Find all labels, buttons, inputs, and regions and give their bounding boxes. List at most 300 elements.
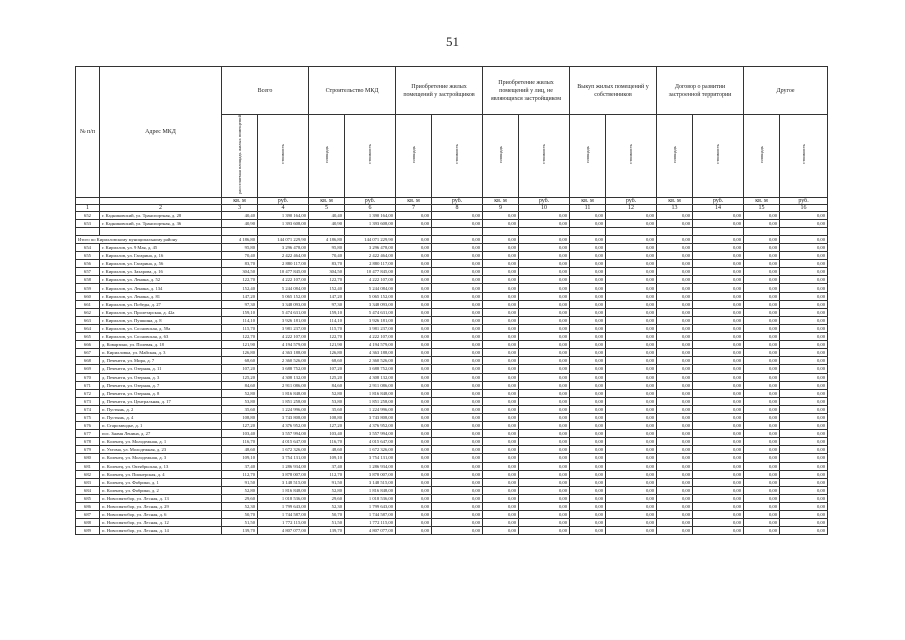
value-cell: 0,00 <box>780 276 828 284</box>
subheader-label: стоимость <box>541 144 547 165</box>
value-cell: 126,80 <box>309 349 345 357</box>
value-cell: 0,00 <box>396 413 432 421</box>
address-cell: г. Кириллов, ул. Сосновская, д. 58а <box>100 324 222 332</box>
value-cell: 0,00 <box>780 511 828 519</box>
unit-cell: кв. м <box>396 197 432 204</box>
column-number-cell: 9 <box>483 204 519 211</box>
value-cell: 0,00 <box>396 341 432 349</box>
value-cell: 0,00 <box>693 244 744 252</box>
value-cell: 52,80 <box>309 486 345 494</box>
value-cell: 0,00 <box>744 470 780 478</box>
value-cell: 0,00 <box>744 333 780 341</box>
table-row <box>76 211 828 219</box>
value-cell: 0,00 <box>396 381 432 389</box>
address-cell: Итого по Кирилловскому муниципальному району <box>76 235 222 243</box>
row-number-cell: 674 <box>76 405 100 413</box>
value-cell: 0,00 <box>606 268 657 276</box>
value-cell: 116,70 <box>222 438 258 446</box>
address-cell: г. Кириллов, ул. Ленина, д. 134 <box>100 284 222 292</box>
row-number-cell: 684 <box>76 486 100 494</box>
value-cell: 0,00 <box>693 252 744 260</box>
value-cell: 0,00 <box>744 446 780 454</box>
value-cell: 0,00 <box>570 494 606 502</box>
value-cell: 0,00 <box>396 252 432 260</box>
value-cell: 0,00 <box>432 397 483 405</box>
subheader-label: стоимость <box>800 144 806 165</box>
value-cell: 0,00 <box>657 503 693 511</box>
subheader-cell <box>309 115 345 198</box>
unit-cell: кв. м <box>483 197 519 204</box>
column-number-cell: 7 <box>396 204 432 211</box>
value-cell: 0,00 <box>519 422 570 430</box>
value-cell: 0,00 <box>657 333 693 341</box>
value-cell: 0,00 <box>744 397 780 405</box>
value-cell: 0,00 <box>657 284 693 292</box>
value-cell: 159,10 <box>309 308 345 316</box>
value-cell: 144 071 229,90 <box>258 235 309 243</box>
address-cell: п. Коленец, ул. Молодежная, д. 3 <box>100 454 222 462</box>
value-cell: 0,00 <box>780 413 828 421</box>
address-cell: д. Печенеги, ул. Озерная, д. 3 <box>100 373 222 381</box>
value-cell: 4 308 132,00 <box>258 373 309 381</box>
value-cell: 0,00 <box>657 462 693 470</box>
value-cell: 0,00 <box>780 397 828 405</box>
value-cell: 0,00 <box>780 252 828 260</box>
table-row <box>76 300 828 308</box>
address-cell: г. Кириллов, ул. Гагарина, д. 16 <box>100 252 222 260</box>
value-cell: 0,00 <box>693 462 744 470</box>
value-cell: 0,00 <box>396 244 432 252</box>
value-cell: 1 224 996,00 <box>345 405 396 413</box>
value-cell: 0,00 <box>570 292 606 300</box>
subheader-label: стоимость <box>367 144 372 165</box>
value-cell: 0,00 <box>657 365 693 373</box>
value-cell: 0,00 <box>693 422 744 430</box>
value-cell: 4 222 107,00 <box>258 333 309 341</box>
value-cell: 0,00 <box>432 381 483 389</box>
value-cell: 5 065 152,00 <box>345 292 396 300</box>
subheader-label: площадь <box>497 146 503 163</box>
value-cell: 0,00 <box>744 349 780 357</box>
value-cell: 3 688 752,00 <box>345 365 396 373</box>
value-cell: 2 422 464,00 <box>258 252 309 260</box>
subheader-label: площадь <box>410 146 416 163</box>
value-cell: 1 799 643,00 <box>345 503 396 511</box>
value-cell: 3 296 478,00 <box>258 244 309 252</box>
row-number-cell: 673 <box>76 397 100 405</box>
value-cell: 68,60 <box>222 357 258 365</box>
value-cell: 0,00 <box>606 244 657 252</box>
value-cell: 1 393 608,00 <box>258 219 309 227</box>
value-cell: 52,30 <box>222 503 258 511</box>
value-cell: 0,00 <box>780 405 828 413</box>
value-cell: 0,00 <box>519 365 570 373</box>
value-cell: 0,00 <box>432 486 483 494</box>
value-cell: 0,00 <box>606 438 657 446</box>
unit-cell: руб. <box>693 197 744 204</box>
address-cell: г. Кириллов, ул. Ленина, д. 81 <box>100 292 222 300</box>
value-cell: 0,00 <box>432 365 483 373</box>
row-number-cell: 658 <box>76 276 100 284</box>
value-cell: 0,00 <box>483 316 519 324</box>
row-number-cell: 661 <box>76 300 100 308</box>
column-number-cell: 6 <box>345 204 396 211</box>
address-cell: п. Коленец, ул. Молодежная, д. 1 <box>100 438 222 446</box>
value-cell: 0,00 <box>519 276 570 284</box>
value-cell: 0,00 <box>780 300 828 308</box>
value-cell: 0,00 <box>780 219 828 227</box>
value-cell: 159,10 <box>222 308 258 316</box>
value-cell: 0,00 <box>657 211 693 219</box>
address-cell: п. Коленец, ул. Фабрики, д. 2 <box>100 486 222 494</box>
value-cell: 0,00 <box>432 341 483 349</box>
value-cell: 0,00 <box>780 235 828 243</box>
address-cell: п. Новосвятобор, ул. Лесная, д. 13 <box>100 494 222 502</box>
value-cell: 0,00 <box>744 357 780 365</box>
value-cell: 0,00 <box>744 494 780 502</box>
value-cell: 4 376 952,00 <box>345 422 396 430</box>
value-cell: 0,00 <box>606 357 657 365</box>
value-cell: 0,00 <box>693 519 744 527</box>
address-cell: п. Новосвятобор, ул. Лесная, д. 29 <box>100 503 222 511</box>
subheader-cell <box>744 115 780 198</box>
address-cell: п. Ухтома, ул. Молодежная, д. 23 <box>100 446 222 454</box>
value-cell: 0,00 <box>483 470 519 478</box>
subheader-label: стоимость <box>454 144 460 165</box>
value-cell: 0,00 <box>483 413 519 421</box>
value-cell: 0,00 <box>519 446 570 454</box>
value-cell: 0,00 <box>570 284 606 292</box>
value-cell: 4 015 647,00 <box>258 438 309 446</box>
value-cell: 83,70 <box>222 260 258 268</box>
value-cell: 0,00 <box>519 462 570 470</box>
address-cell <box>100 227 222 235</box>
value-cell: 0,00 <box>780 349 828 357</box>
value-cell: 0,00 <box>570 324 606 332</box>
value-cell: 3 148 515,00 <box>258 478 309 486</box>
value-cell: 0,00 <box>780 430 828 438</box>
value-cell: 0,00 <box>570 333 606 341</box>
value-cell: 0,00 <box>519 430 570 438</box>
value-cell: 0,00 <box>570 300 606 308</box>
value-cell: 0,00 <box>657 316 693 324</box>
value-cell: 5 244 084,00 <box>258 284 309 292</box>
value-cell: 115,70 <box>309 324 345 332</box>
row-number-cell: 665 <box>76 333 100 341</box>
value-cell: 0,00 <box>519 478 570 486</box>
table-row <box>76 276 828 284</box>
value-cell: 0,00 <box>519 260 570 268</box>
value-cell: 0,00 <box>693 527 744 535</box>
value-cell: 0,00 <box>483 300 519 308</box>
value-cell: 3 148 515,00 <box>345 478 396 486</box>
value-cell: 0,00 <box>606 292 657 300</box>
value-cell: 83,70 <box>309 260 345 268</box>
value-cell: 84,60 <box>222 381 258 389</box>
address-cell: г. Кириллов, ул. Захарова, д. 16 <box>100 268 222 276</box>
value-cell: 122,70 <box>222 333 258 341</box>
value-cell: 0,00 <box>483 235 519 243</box>
table-row <box>76 235 828 243</box>
value-cell: 2 422 464,00 <box>345 252 396 260</box>
value-cell: 1 816 848,00 <box>345 389 396 397</box>
value-cell: 1 744 587,00 <box>258 511 309 519</box>
value-cell: 0,00 <box>396 511 432 519</box>
value-cell: 103,40 <box>309 430 345 438</box>
value-cell: 0,00 <box>606 494 657 502</box>
column-number-cell: 13 <box>657 204 693 211</box>
table-row <box>76 519 828 527</box>
value-cell: 147,20 <box>309 292 345 300</box>
row-number-cell: 660 <box>76 292 100 300</box>
value-cell <box>570 227 606 235</box>
value-cell: 53,80 <box>222 397 258 405</box>
value-cell: 0,00 <box>432 244 483 252</box>
header-group-non-developers: Приобретение жилых помещений у лиц, не являющихся застройщиком <box>483 67 570 115</box>
value-cell: 0,00 <box>606 284 657 292</box>
value-cell: 1 816 848,00 <box>345 486 396 494</box>
value-cell: 0,00 <box>780 365 828 373</box>
table-row <box>76 527 828 535</box>
address-cell: г. Кириллов, ул. 9 Мая, д. 45 <box>100 244 222 252</box>
value-cell: 0,00 <box>570 422 606 430</box>
value-cell: 0,00 <box>570 365 606 373</box>
row-number-cell: 671 <box>76 381 100 389</box>
row-number-cell: 680 <box>76 454 100 462</box>
value-cell: 0,00 <box>519 219 570 227</box>
value-cell: 0,00 <box>570 503 606 511</box>
value-cell: 0,00 <box>396 462 432 470</box>
subheader-label: стоимость <box>628 144 634 165</box>
value-cell: 0,00 <box>780 260 828 268</box>
value-cell: 0,00 <box>570 462 606 470</box>
value-cell: 0,00 <box>396 486 432 494</box>
value-cell: 0,00 <box>744 211 780 219</box>
value-cell: 0,00 <box>483 219 519 227</box>
value-cell: 1 393 608,00 <box>345 219 396 227</box>
address-cell: п. Новосвятобор, ул. Лесная, д. 12 <box>100 519 222 527</box>
unit-cell: кв. м <box>744 197 780 204</box>
subheader-cell <box>657 115 693 198</box>
value-cell <box>396 227 432 235</box>
value-cell: 0,00 <box>483 365 519 373</box>
header-group-developers: Приобретение жилых помещений у застройщиков <box>396 67 483 115</box>
row-number-cell: 679 <box>76 446 100 454</box>
value-cell: 48,60 <box>309 446 345 454</box>
value-cell: 0,00 <box>606 503 657 511</box>
value-cell: 51,50 <box>309 519 345 527</box>
value-cell <box>345 227 396 235</box>
value-cell: 0,00 <box>657 511 693 519</box>
value-cell: 0,00 <box>570 349 606 357</box>
value-cell: 91,50 <box>222 478 258 486</box>
value-cell: 0,00 <box>396 527 432 535</box>
value-cell: 0,00 <box>519 292 570 300</box>
value-cell: 0,00 <box>396 478 432 486</box>
value-cell: 0,00 <box>744 292 780 300</box>
subheader-label: расселяемая площадь жилых помещений <box>236 115 242 194</box>
value-cell: 0,00 <box>744 503 780 511</box>
value-cell: 0,00 <box>780 438 828 446</box>
value-cell: 0,00 <box>396 316 432 324</box>
value-cell: 0,00 <box>519 284 570 292</box>
unit-cell <box>100 197 222 204</box>
value-cell: 0,00 <box>693 349 744 357</box>
value-cell: 0,00 <box>483 244 519 252</box>
value-cell: 0,00 <box>657 219 693 227</box>
value-cell: 2 911 086,00 <box>345 381 396 389</box>
value-cell: 114,10 <box>309 316 345 324</box>
value-cell: 147,20 <box>222 292 258 300</box>
value-cell: 0,00 <box>432 373 483 381</box>
value-cell: 0,00 <box>432 308 483 316</box>
value-cell: 0,00 <box>396 494 432 502</box>
value-cell: 50,70 <box>222 511 258 519</box>
value-cell: 3 981 237,00 <box>258 324 309 332</box>
value-cell: 0,00 <box>780 503 828 511</box>
value-cell: 0,00 <box>396 438 432 446</box>
value-cell: 0,00 <box>606 462 657 470</box>
value-cell: 0,00 <box>483 438 519 446</box>
value-cell: 0,00 <box>519 503 570 511</box>
page-number: 51 <box>446 34 459 49</box>
value-cell: 0,00 <box>483 511 519 519</box>
value-cell: 0,00 <box>519 454 570 462</box>
value-cell: 0,00 <box>606 486 657 494</box>
value-cell: 3 348 093,00 <box>258 300 309 308</box>
value-cell: 3 688 752,00 <box>258 365 309 373</box>
value-cell: 0,00 <box>570 413 606 421</box>
row-number-cell: 678 <box>76 438 100 446</box>
value-cell: 0,00 <box>396 276 432 284</box>
value-cell: 0,00 <box>519 235 570 243</box>
value-cell: 40,90 <box>309 219 345 227</box>
value-cell: 0,00 <box>657 244 693 252</box>
row-number-cell: 667 <box>76 349 100 357</box>
value-cell: 0,00 <box>519 324 570 332</box>
address-cell: г. Кадниковский, ул. Транспортная, д. 36 <box>100 219 222 227</box>
value-cell: 0,00 <box>432 235 483 243</box>
value-cell: 0,00 <box>606 300 657 308</box>
value-cell: 0,00 <box>693 316 744 324</box>
value-cell: 122,70 <box>309 333 345 341</box>
row-number-cell <box>76 227 100 235</box>
column-number-cell: 12 <box>606 204 657 211</box>
value-cell: 0,00 <box>432 276 483 284</box>
units-row <box>76 197 828 204</box>
value-cell: 0,00 <box>519 438 570 446</box>
column-number-cell: 10 <box>519 204 570 211</box>
value-cell: 0,00 <box>744 389 780 397</box>
value-cell: 0,00 <box>744 519 780 527</box>
value-cell: 0,00 <box>780 357 828 365</box>
table-row <box>76 308 828 316</box>
value-cell: 52,30 <box>309 503 345 511</box>
value-cell: 109,10 <box>309 454 345 462</box>
value-cell: 0,00 <box>396 292 432 300</box>
value-cell: 4 807 077,00 <box>258 527 309 535</box>
row-number-cell: 657 <box>76 268 100 276</box>
value-cell: 0,00 <box>657 478 693 486</box>
row-number-cell: 668 <box>76 357 100 365</box>
unit-cell: руб. <box>606 197 657 204</box>
value-cell: 0,00 <box>780 333 828 341</box>
value-cell: 0,00 <box>657 446 693 454</box>
value-cell: 0,00 <box>657 494 693 502</box>
value-cell: 4 222 107,00 <box>345 276 396 284</box>
table-row <box>76 454 828 462</box>
address-cell: п. Старозаводье, д. 1 <box>100 422 222 430</box>
row-number-cell: 683 <box>76 478 100 486</box>
value-cell: 0,00 <box>432 430 483 438</box>
value-cell: 0,00 <box>744 365 780 373</box>
value-cell: 0,00 <box>483 324 519 332</box>
value-cell: 112,70 <box>222 470 258 478</box>
value-cell: 0,00 <box>483 381 519 389</box>
table-row <box>76 478 828 486</box>
address-cell: д. Печенеги, ул. Центральная, д. 17 <box>100 397 222 405</box>
value-cell: 0,00 <box>483 486 519 494</box>
value-cell: 0,00 <box>570 316 606 324</box>
value-cell: 0,00 <box>483 503 519 511</box>
address-cell: п. Пустынь, д. 4 <box>100 413 222 421</box>
value-cell: 0,00 <box>396 211 432 219</box>
value-cell: 3 981 237,00 <box>345 324 396 332</box>
value-cell: 0,00 <box>744 308 780 316</box>
value-cell: 2 880 117,00 <box>258 260 309 268</box>
value-cell: 40,40 <box>309 211 345 219</box>
value-cell: 0,00 <box>693 268 744 276</box>
value-cell: 0,00 <box>519 527 570 535</box>
value-cell: 0,00 <box>693 365 744 373</box>
address-cell: г. Кириллов, ул. Победы, д. 27 <box>100 300 222 308</box>
value-cell: 0,00 <box>780 486 828 494</box>
value-cell: 0,00 <box>519 268 570 276</box>
value-cell: 0,00 <box>744 486 780 494</box>
value-cell: 0,00 <box>693 470 744 478</box>
value-cell: 0,00 <box>780 462 828 470</box>
row-number-cell: 654 <box>76 244 100 252</box>
value-cell: 0,00 <box>744 462 780 470</box>
value-cell: 0,00 <box>483 478 519 486</box>
value-cell: 0,00 <box>432 349 483 357</box>
value-cell: 0,00 <box>693 341 744 349</box>
value-cell: 0,00 <box>519 349 570 357</box>
value-cell: 0,00 <box>519 373 570 381</box>
value-cell <box>780 227 828 235</box>
value-cell: 0,00 <box>744 235 780 243</box>
subheader-label: площадь <box>758 146 764 163</box>
value-cell: 0,00 <box>519 397 570 405</box>
value-cell: 0,00 <box>606 454 657 462</box>
value-cell: 0,00 <box>693 381 744 389</box>
value-cell: 0,00 <box>693 486 744 494</box>
value-cell: 52,80 <box>222 486 258 494</box>
row-number-cell: 664 <box>76 324 100 332</box>
value-cell: 1 799 643,00 <box>258 503 309 511</box>
value-cell: 0,00 <box>693 300 744 308</box>
value-cell: 0,00 <box>396 470 432 478</box>
value-cell: 10 477 845,00 <box>258 268 309 276</box>
value-cell: 0,00 <box>780 494 828 502</box>
value-cell: 0,00 <box>432 211 483 219</box>
value-cell: 0,00 <box>570 511 606 519</box>
value-cell: 0,00 <box>519 211 570 219</box>
value-cell: 1 672 326,00 <box>258 446 309 454</box>
value-cell: 4 186,80 <box>222 235 258 243</box>
row-number-cell: 662 <box>76 308 100 316</box>
value-cell: 0,00 <box>519 357 570 365</box>
